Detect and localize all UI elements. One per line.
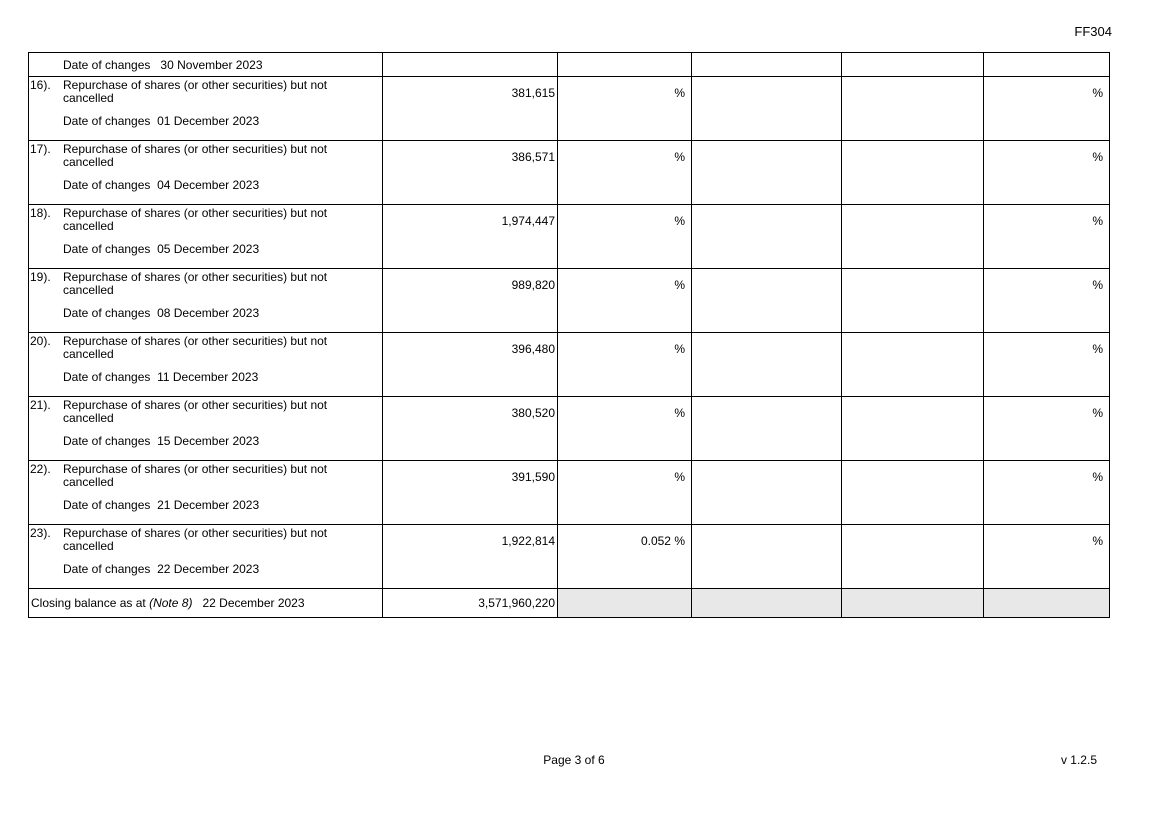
table-row-date-continuation	[29, 53, 1110, 77]
entry-number: 21).	[30, 398, 51, 412]
percent-value-2: %	[1092, 150, 1103, 164]
table-row	[29, 269, 1110, 333]
empty-cell	[692, 141, 842, 205]
entry-description: Repurchase of shares (or other securities) but not cancelled	[63, 334, 328, 361]
change-date: 04 December 2023	[157, 178, 260, 192]
percent-cell-2	[984, 269, 1110, 333]
table-row	[29, 333, 1110, 397]
date-label: Date of changes	[63, 242, 151, 256]
shaded-cell	[984, 589, 1110, 618]
percent-value: %	[674, 470, 685, 484]
entry-description: Repurchase of shares (or other securities) but not cancelled	[63, 462, 328, 489]
percent-cell-2	[984, 53, 1110, 77]
date-label: Date of changes	[63, 498, 151, 512]
entry-description: Repurchase of shares (or other securities) but not cancelled	[63, 526, 328, 553]
closing-balance-label-cell	[29, 589, 383, 618]
percent-value-2: %	[1092, 214, 1103, 228]
percent-cell	[558, 77, 692, 141]
table-row	[29, 397, 1110, 461]
entry-description: Repurchase of shares (or other securities) but not cancelled	[63, 398, 328, 425]
empty-cell	[842, 269, 984, 333]
value-cell	[383, 397, 558, 461]
description-cell	[29, 397, 383, 461]
percent-value: %	[674, 86, 685, 100]
percent-cell-2	[984, 397, 1110, 461]
description-cell	[29, 77, 383, 141]
value-cell	[383, 77, 558, 141]
share-count: 386,571	[511, 150, 555, 164]
share-count: 391,590	[511, 470, 555, 484]
percent-value-2: %	[1092, 86, 1103, 100]
percent-value: %	[674, 406, 685, 420]
description-cell	[29, 461, 383, 525]
description-cell	[29, 205, 383, 269]
shaded-cell	[558, 589, 692, 618]
change-date: 01 December 2023	[157, 114, 260, 128]
percent-cell-2	[984, 205, 1110, 269]
percent-cell	[558, 333, 692, 397]
entry-number: 22).	[30, 462, 51, 476]
description-cell	[29, 525, 383, 589]
entry-description: Repurchase of shares (or other securities) but not cancelled	[63, 78, 328, 105]
percent-value-2: %	[1092, 278, 1103, 292]
description-cell	[29, 269, 383, 333]
empty-cell	[692, 461, 842, 525]
empty-cell	[842, 333, 984, 397]
empty-cell	[692, 397, 842, 461]
date-label: Date of changes	[63, 178, 151, 192]
entry-description: Repurchase of shares (or other securities) but not cancelled	[63, 142, 328, 169]
share-count: 396,480	[511, 342, 555, 356]
percent-cell	[558, 205, 692, 269]
entry-number: 19).	[30, 270, 51, 284]
value-cell	[383, 269, 558, 333]
table-row	[29, 141, 1110, 205]
share-count: 1,974,447	[501, 214, 555, 228]
empty-cell	[692, 525, 842, 589]
empty-cell	[842, 461, 984, 525]
value-cell	[383, 525, 558, 589]
date-label: Date of changes	[63, 562, 151, 576]
empty-cell	[842, 53, 984, 77]
description-cell	[29, 333, 383, 397]
closing-balance-date: 22 December 2023	[202, 596, 305, 610]
entry-number: 16).	[30, 78, 51, 92]
shaded-cell	[842, 589, 984, 618]
change-date: 21 December 2023	[157, 498, 260, 512]
percent-cell-2	[984, 141, 1110, 205]
empty-cell	[842, 397, 984, 461]
table-row	[29, 461, 1110, 525]
value-cell	[383, 53, 558, 77]
percent-cell-2	[984, 77, 1110, 141]
percent-value: %	[674, 150, 685, 164]
change-date: 30 November 2023	[160, 58, 263, 72]
closing-balance-value-cell	[383, 589, 558, 618]
description-cell	[29, 53, 383, 77]
empty-cell	[692, 53, 842, 77]
value-cell	[383, 141, 558, 205]
change-date: 08 December 2023	[157, 306, 260, 320]
date-label: Date of changes	[63, 306, 151, 320]
percent-value-2: %	[1092, 534, 1103, 548]
empty-cell	[842, 525, 984, 589]
empty-cell	[692, 77, 842, 141]
change-date: 11 December 2023	[157, 370, 259, 384]
percent-value: %	[674, 342, 685, 356]
empty-cell	[842, 205, 984, 269]
description-cell	[29, 141, 383, 205]
entry-number: 17).	[30, 142, 51, 156]
percent-value: %	[674, 278, 685, 292]
percent-cell	[558, 525, 692, 589]
percent-cell	[558, 269, 692, 333]
share-count: 381,615	[511, 86, 555, 100]
empty-cell	[692, 205, 842, 269]
entry-number: 18).	[30, 206, 51, 220]
date-label: Date of changes	[63, 114, 151, 128]
entry-description: Repurchase of shares (or other securities) but not cancelled	[63, 206, 328, 233]
shaded-cell	[692, 589, 842, 618]
percent-value: %	[674, 214, 685, 228]
empty-cell	[692, 333, 842, 397]
date-label: Date of changes	[63, 58, 151, 72]
change-date: 05 December 2023	[157, 242, 260, 256]
value-cell	[383, 205, 558, 269]
date-label: Date of changes	[63, 434, 151, 448]
entry-number: 20).	[30, 334, 51, 348]
entry-number: 23).	[30, 526, 51, 540]
page-number: Page 3 of 6	[543, 753, 605, 767]
percent-value-2: %	[1092, 406, 1103, 420]
percent-cell-2	[984, 525, 1110, 589]
share-count: 380,520	[511, 406, 555, 420]
percent-cell-2	[984, 333, 1110, 397]
change-date: 15 December 2023	[157, 434, 260, 448]
change-date: 22 December 2023	[157, 562, 260, 576]
closing-balance-value: 3,571,960,220	[478, 596, 555, 610]
percent-cell	[558, 397, 692, 461]
percent-cell	[558, 141, 692, 205]
closing-balance-label: Closing balance as at	[31, 596, 146, 610]
share-count: 1,922,814	[501, 534, 555, 548]
table-row	[29, 77, 1110, 141]
form-code: FF304	[1074, 24, 1112, 39]
share-count: 989,820	[511, 278, 555, 292]
value-cell	[383, 461, 558, 525]
form-version: v 1.2.5	[1060, 753, 1097, 767]
table-row	[29, 205, 1110, 269]
date-label: Date of changes	[63, 370, 151, 384]
percent-cell	[558, 53, 692, 77]
percent-value: 0.052 %	[640, 534, 685, 548]
entry-description: Repurchase of shares (or other securities) but not cancelled	[63, 270, 328, 297]
closing-balance-note: (Note 8)	[149, 596, 193, 610]
percent-value-2: %	[1092, 470, 1103, 484]
empty-cell	[842, 141, 984, 205]
percent-value-2: %	[1092, 342, 1103, 356]
empty-cell	[692, 269, 842, 333]
share-changes-table	[28, 52, 1110, 618]
percent-cell	[558, 461, 692, 525]
closing-balance-row	[29, 589, 1110, 618]
empty-cell	[842, 77, 984, 141]
table-row	[29, 525, 1110, 589]
value-cell	[383, 333, 558, 397]
percent-cell-2	[984, 461, 1110, 525]
